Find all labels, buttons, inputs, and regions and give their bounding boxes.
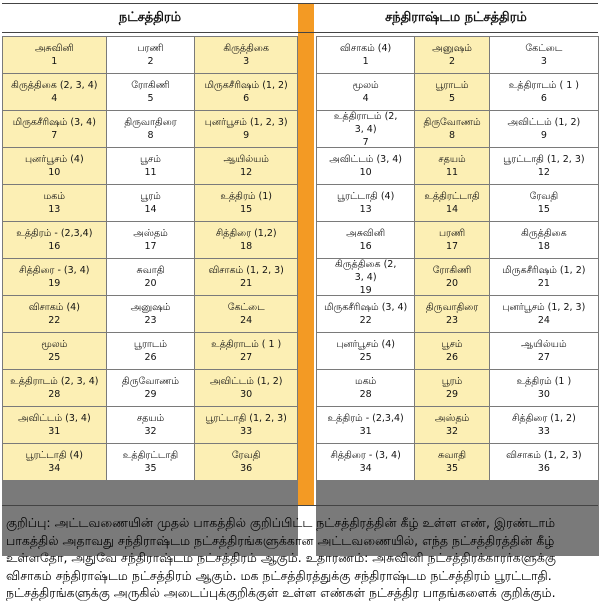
- star-number: 18: [537, 241, 550, 252]
- star-name: உத்திரம் (1 ): [516, 376, 572, 387]
- star-number: 7: [362, 136, 369, 147]
- nakshatra-cell: [195, 296, 297, 332]
- star-number: 11: [144, 167, 157, 178]
- star-name: உத்திராடம் ( 1 ): [508, 80, 579, 91]
- chandrashtama-cell: [490, 111, 598, 147]
- nakshatra-cell: [107, 296, 195, 332]
- nakshatra-cell: [3, 296, 106, 332]
- star-number: 26: [445, 352, 459, 363]
- nakshatra-cell: [3, 111, 106, 147]
- star-number: 6: [540, 93, 547, 104]
- star-name: சித்திரை (1, 2): [511, 413, 576, 424]
- star-number: 2: [147, 56, 154, 67]
- star-number: 25: [48, 352, 61, 363]
- nakshatra-header: நட்சத்திரம்: [118, 10, 182, 25]
- chandrashtama-cell: [415, 37, 488, 73]
- star-name: அசுவினி: [34, 43, 74, 54]
- star-number: 16: [48, 241, 61, 252]
- chandrashtama-header: சந்திராஷ்டம நட்சத்திரம்: [385, 10, 527, 25]
- chandrashtama-cell: [415, 259, 488, 295]
- star-name: திருவோணம்: [423, 117, 481, 128]
- star-number: 18: [240, 241, 253, 252]
- star-number: 6: [243, 93, 250, 104]
- nakshatra-cell: [3, 444, 106, 480]
- chandrashtama-cell: [415, 185, 488, 221]
- chandrashtama-cell: [415, 222, 488, 258]
- star-name: பூசம்: [441, 339, 463, 350]
- nakshatra-cell: [195, 444, 297, 480]
- chandrashtama-cell: [317, 259, 414, 295]
- nakshatra-cell: [3, 185, 106, 221]
- nakshatra-table: [2, 36, 298, 556]
- star-number: 2: [449, 56, 456, 67]
- star-name: விசாகம் (4): [340, 43, 392, 54]
- chandrashtama-cell: [317, 37, 414, 73]
- star-number: 20: [144, 278, 157, 289]
- star-number: 21: [240, 278, 253, 289]
- chandrashtama-cell: [317, 111, 414, 147]
- star-number: 4: [362, 93, 369, 104]
- column-divider: [298, 4, 314, 505]
- nakshatra-cell: [195, 185, 297, 221]
- star-name: பூரட்டாதி (4): [25, 450, 83, 461]
- nakshatra-cell: [195, 222, 297, 258]
- chandrashtama-cell: [490, 333, 598, 369]
- nakshatra-cell: [195, 407, 297, 443]
- star-number: 28: [359, 389, 372, 400]
- star-name: விசாகம் (1, 2, 3): [208, 265, 284, 276]
- star-number: 8: [147, 130, 154, 141]
- star-name: மிருகசீரிஷம் (3, 4): [324, 302, 408, 313]
- star-name: அசுவினி: [346, 228, 386, 239]
- star-number: 3: [540, 56, 547, 67]
- star-name: மகம்: [43, 191, 65, 202]
- star-number: 30: [537, 389, 550, 400]
- star-number: 19: [48, 278, 61, 289]
- star-name: சித்திரை (1,2): [215, 228, 277, 239]
- star-number: 7: [51, 130, 58, 141]
- star-name: மிருகசீரிஷம் (1, 2): [502, 265, 586, 276]
- star-name: உத்திராடம் (2, 3, 4): [333, 111, 398, 135]
- star-number: 5: [147, 93, 154, 104]
- star-name: பூரட்டாதி (1, 2, 3): [503, 154, 585, 165]
- star-number: 20: [445, 278, 459, 289]
- star-name: அனுஷம்: [130, 302, 171, 313]
- nakshatra-cell: [3, 259, 106, 295]
- star-number: 22: [48, 315, 61, 326]
- nakshatra-cell: [107, 444, 195, 480]
- star-name: மிருகசீரிஷம் (1, 2): [204, 80, 288, 91]
- nakshatra-cell: [107, 185, 195, 221]
- star-number: 16: [359, 241, 372, 252]
- chandrashtama-cell: [415, 407, 488, 443]
- chandrashtama-cell: [317, 370, 414, 406]
- nakshatra-cell: [195, 259, 297, 295]
- star-name: திருவோணம்: [121, 376, 180, 387]
- star-name: விசாகம் (1, 2, 3): [506, 450, 582, 461]
- star-name: ஆயில்யம்: [223, 154, 269, 165]
- star-name: கேட்டை: [525, 43, 563, 54]
- star-number: 12: [240, 167, 253, 178]
- nakshatra-cell: [3, 222, 106, 258]
- chandrashtama-cell: [317, 222, 414, 258]
- star-number: 25: [359, 352, 372, 363]
- nakshatra-cell: [107, 74, 195, 110]
- nakshatra-cell: [3, 407, 106, 443]
- chandrashtama-table: [316, 36, 599, 556]
- nakshatra-cell: [107, 370, 195, 406]
- chandrashtama-cell: [490, 222, 598, 258]
- chandrashtama-cell: [415, 444, 488, 480]
- star-number: 30: [240, 389, 253, 400]
- star-name: ஆயில்யம்: [521, 339, 567, 350]
- chandrashtama-cell: [490, 444, 598, 480]
- chandrashtama-cell: [490, 296, 598, 332]
- star-name: உத்திரம் (1): [220, 191, 272, 202]
- star-name: அனுஷம்: [432, 43, 472, 54]
- star-number: 15: [240, 204, 253, 215]
- nakshatra-cell: [3, 74, 106, 110]
- star-number: 34: [359, 463, 372, 474]
- star-number: 10: [48, 167, 61, 178]
- chandrashtama-cell: [490, 148, 598, 184]
- chandrashtama-cell: [317, 296, 414, 332]
- star-name: ரேவதி: [529, 191, 559, 202]
- star-number: 32: [445, 426, 459, 437]
- star-name: திருவாதிரை: [425, 302, 479, 313]
- star-number: 1: [362, 56, 369, 67]
- star-number: 9: [243, 130, 250, 141]
- star-name: கிருத்திகை: [223, 43, 269, 54]
- star-name: உத்திராடம் ( 1 ): [211, 339, 282, 350]
- star-name: விசாகம் (4): [28, 302, 80, 313]
- star-name: பூரம்: [140, 191, 161, 202]
- nakshatra-cell: [3, 37, 106, 73]
- star-number: 28: [48, 389, 61, 400]
- star-number: 23: [445, 315, 459, 326]
- chandrashtama-cell: [317, 333, 414, 369]
- nakshatra-cell: [195, 74, 297, 110]
- star-name: அஸ்தம்: [133, 228, 168, 239]
- star-name: சுவாதி: [136, 265, 165, 276]
- star-number: 35: [445, 463, 459, 474]
- star-name: கிருத்திகை: [521, 228, 567, 239]
- chandrashtama-cell: [490, 37, 598, 73]
- star-name: கிருத்திகை (2, 3, 4): [11, 80, 98, 91]
- star-number: 1: [51, 56, 58, 67]
- chandrashtama-cell: [317, 148, 414, 184]
- star-number: 14: [144, 204, 157, 215]
- star-name: அவிட்டம் (3, 4): [329, 154, 402, 165]
- chandrashtama-cell: [317, 74, 414, 110]
- chandrashtama-cell: [415, 111, 488, 147]
- star-name: புனர்பூசம் (1, 2, 3): [204, 117, 288, 128]
- star-number: 14: [445, 204, 459, 215]
- star-name: பூராடம்: [435, 80, 469, 91]
- star-name: உத்திரம் - (2,3,4): [327, 413, 404, 424]
- star-number: 27: [240, 352, 253, 363]
- chandrashtama-cell: [490, 259, 598, 295]
- star-name: உத்திரட்டாதி: [122, 450, 179, 461]
- star-number: 29: [144, 389, 157, 400]
- star-name: பூராடம்: [133, 339, 168, 350]
- chandrashtama-cell: [490, 185, 598, 221]
- nakshatra-cell: [195, 37, 297, 73]
- nakshatra-cell: [107, 37, 195, 73]
- star-name: ரோகிணி: [131, 80, 170, 91]
- star-name: புனர்பூசம் (1, 2, 3): [502, 302, 586, 313]
- star-name: கேட்டை: [227, 302, 265, 313]
- nakshatra-cell: [107, 407, 195, 443]
- star-number: 35: [144, 463, 157, 474]
- star-name: அவிட்டம் (1, 2): [209, 376, 283, 387]
- star-name: புனர்பூசம் (4): [336, 339, 395, 350]
- chandrashtama-cell: [317, 407, 414, 443]
- star-number: 5: [449, 93, 456, 104]
- nakshatra-cell: [195, 111, 297, 147]
- star-name: சதயம்: [438, 154, 466, 165]
- star-name: அவிட்டம் (3, 4): [17, 413, 91, 424]
- star-name: ரேவதி: [231, 450, 261, 461]
- star-name: ரோகிணி: [432, 265, 472, 276]
- bottom-rule: [2, 505, 598, 506]
- footnote: குறிப்பு: அட்டவணையின் முதல் பாகத்தில் குறிப்பிட்ட நட்சத்திரத்தின் கீழ் உள்ள எண், இரண்டாம் பாகத்தில் அதாவது சந்திராஷ்டம நட்சத்திரங்களுக்கான அட்டவணையில், எந்த நட்சத்திரத்தின் கீழ் உள்ளதோ, அதுவே சந்திராஷ்டம நட்சத்திரம் ஆகும். உதாரணம்: அசுவினி நட்சத்திரக்காரர்களுக்கு விசாகம் சந்திராஷ்டம நட்சத்திரம் ஆகும். மக நட்சத்திரத்துக்கு சந்திராஷ்டம நட்சத்திரம் பூரட்டாதி. நட்சத்திரங்களுக்கு அருகில் அடைப்புக்குறிக்குள் உள்ள எண்கள் நட்சத்திர பாதங்களைக் குறிக்கும்.: [6, 515, 556, 600]
- star-name: பூரட்டாதி (1, 2, 3): [205, 413, 287, 424]
- star-number: 33: [537, 426, 550, 437]
- chandrashtama-cell: [317, 444, 414, 480]
- chandrashtama-cell: [415, 148, 488, 184]
- nakshatra-cell: [107, 333, 195, 369]
- star-number: 36: [537, 463, 550, 474]
- star-name: மூலம்: [352, 80, 379, 91]
- star-name: பரணி: [438, 228, 466, 239]
- star-name: சித்திரை - (3, 4): [19, 265, 90, 276]
- star-name: திருவாதிரை: [124, 117, 177, 128]
- nakshatra-cell: [107, 259, 195, 295]
- star-name: உத்திரட்டாதி: [424, 191, 480, 202]
- star-name: பூரட்டாதி (4): [337, 191, 395, 202]
- nakshatra-cell: [3, 370, 106, 406]
- chandrashtama-cell: [415, 296, 488, 332]
- star-number: 29: [445, 389, 459, 400]
- star-number: 26: [144, 352, 157, 363]
- chandrashtama-cell: [415, 74, 488, 110]
- star-number: 11: [445, 167, 459, 178]
- star-number: 4: [51, 93, 58, 104]
- star-name: கிருத்திகை (2, 3, 4): [334, 259, 397, 283]
- star-number: 22: [359, 315, 372, 326]
- star-number: 12: [537, 167, 550, 178]
- star-name: உத்திராடம் (2, 3, 4): [10, 376, 99, 387]
- chandrashtama-cell: [415, 333, 488, 369]
- chandrashtama-cell: [490, 370, 598, 406]
- star-number: 24: [537, 315, 550, 326]
- star-number: 31: [48, 426, 61, 437]
- star-number: 23: [144, 315, 157, 326]
- star-number: 21: [537, 278, 550, 289]
- star-number: 3: [243, 56, 250, 67]
- star-number: 10: [359, 167, 372, 178]
- header-rule: [2, 32, 598, 33]
- star-name: அஸ்தம்: [434, 413, 470, 424]
- star-name: மூலம்: [41, 339, 68, 350]
- nakshatra-cell: [3, 333, 106, 369]
- star-name: பரணி: [137, 43, 164, 54]
- nakshatra-cell: [107, 148, 195, 184]
- star-name: மிருகசீரிஷம் (3, 4): [12, 117, 96, 128]
- star-number: 17: [445, 241, 459, 252]
- star-number: 8: [449, 130, 456, 141]
- nakshatra-cell: [107, 111, 195, 147]
- star-name: பூரம்: [441, 376, 463, 387]
- star-name: அவிட்டம் (1, 2): [507, 117, 581, 128]
- star-name: மகம்: [354, 376, 377, 387]
- chandrashtama-cell: [415, 370, 488, 406]
- chandrashtama-cell: [317, 185, 414, 221]
- nakshatra-cell: [195, 333, 297, 369]
- star-name: புனர்பூசம் (4): [24, 154, 84, 165]
- nakshatra-cell: [195, 370, 297, 406]
- star-number: 15: [537, 204, 550, 215]
- star-number: 17: [144, 241, 157, 252]
- nakshatra-cell: [107, 222, 195, 258]
- nakshatra-cell: [195, 148, 297, 184]
- star-number: 9: [540, 130, 547, 141]
- star-name: உத்திரம் - (2,3,4): [16, 228, 93, 239]
- star-name: சுவாதி: [438, 450, 467, 461]
- star-number: 32: [144, 426, 157, 437]
- star-name: சித்திரை - (3, 4): [330, 450, 401, 461]
- star-number: 13: [48, 204, 61, 215]
- star-number: 27: [537, 352, 550, 363]
- star-number: 34: [48, 463, 61, 474]
- star-name: பூசம்: [140, 154, 161, 165]
- star-name: சதயம்: [136, 413, 165, 424]
- chandrashtama-cell: [490, 74, 598, 110]
- nakshatra-cell: [3, 148, 106, 184]
- star-number: 13: [359, 204, 372, 215]
- star-number: 33: [240, 426, 253, 437]
- star-number: 36: [240, 463, 253, 474]
- star-number: 19: [359, 284, 372, 295]
- star-number: 31: [359, 426, 372, 437]
- top-rule: [2, 3, 598, 4]
- star-number: 24: [240, 315, 253, 326]
- chandrashtama-cell: [490, 407, 598, 443]
